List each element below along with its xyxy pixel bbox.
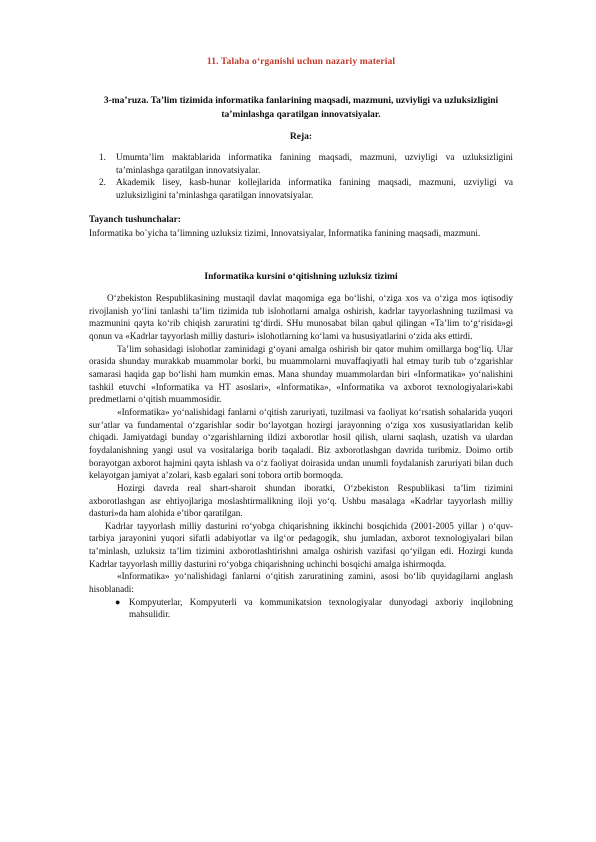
plan-item-number: 1. — [99, 153, 106, 163]
document-page — [89, 0, 513, 842]
body-text — [89, 292, 513, 621]
section-title: 11. Talaba o‘rganishi uchun nazariy material — [206, 56, 396, 67]
plan-item-text: Akademik lisey, kasb-hunar kollejlarida informatika fanining maqsadi, mazmuni, uzviyligi va uzluksizligini ta’minlashga qaratilgan innovatsiyalar. — [116, 178, 513, 201]
subsection-title: Informatika kursini o‘qitishning uzluksiz tizimi — [204, 272, 398, 282]
bullet-item — [89, 596, 513, 621]
keywords-text: Informatika bo`yicha ta’limning uzluksiz tizimi, Innovatsiyalar, Informatika fanining maqsadi, mazmuni. — [89, 229, 481, 239]
plan-title: Reja: — [289, 132, 313, 142]
plan-list — [99, 152, 513, 202]
plan-item-text: Umumta’lim maktablarida informatika fanining maqsadi, mazmuni, uzviyligi va uzluksizligini ta’minlashga qaratilgan innovatsiyalar. — [116, 153, 513, 176]
paragraph: «Informatika» yo‘nalishidagi fanlarni o‘qitish zaruratining zamini, asosi bo‘lib quyidagilarni anglash hisoblanadi: — [89, 571, 513, 595]
plan-item — [99, 177, 513, 202]
bullet-icon: ● — [115, 596, 121, 607]
bullet-text: Kompyuterlar, Kompyuterli va kommunikatsion texnologiyalar dunyodagi axboriy inqilobning mahsulidir. — [129, 596, 513, 620]
paragraph: Kadrlar tayyorlash milliy dasturini ro‘yobga chiqarishning ikkinchi bosqichida (2001-2005 yillar ) o‘quv-tarbiya jarayonini yuqori sifatli adabiyotlar va ilg‘or pedagogik, shu jumladan, axborot texnologiyalari bilan ta’minlash, uzluksiz ta’lim tizimini axborotlashtirishni amalga oshirish vazifasi qo‘yilgan edi. Hozirgi kunda Kadrlar tayyorlash milliy dasturini ro‘yobga chiqarishning uchinchi bosqichi amalga ishirmoqda. — [89, 520, 513, 569]
paragraph: O‘zbekiston Respublikasining mustaqil davlat maqomiga ega bo‘lishi, o‘ziga xos va o‘ziga mos iqtisodiy rivojlanish yo‘lini tanlashi ta’lim tizimida tub islohotlarni amalga oshirish, kadrlar tayyorlashning tuzilmasi va mazmunini qayta ko‘rib chiqish zaruratini tg‘dirdi. SHu munosabat bilan qabul qilingan «Ta’lim to‘g‘risida»gi qonun va «Kadrlar tayyorlash milliy dasturi» islohotlarning ko‘lami va hususiyatlarini o‘zida aks ettirdi. — [89, 293, 513, 341]
paragraph: Ta’lim sohasidagi islohotlar zaminidagi g‘oyani amalga oshirish bir qator muhim omillarga bog‘liq. Ular orasida shunday murakkab muammolar borki, bu muammolarni muvaffaqiyatli hal etmay turib tub o‘zgarishlar samarasi haqida gap bo‘lishi ham mumkin emas. Mana shunday muammolardan biri «Informatika» yo‘nalishini tashkil etuvchi «Informatika va HT asoslari», «Informatika», «Informatika va axborot texnologiyalari»kabi predmetlarni o‘qitish muammosidir. — [89, 343, 513, 405]
paragraph: «Informatika» yo‘nalishidagi fanlarni o‘qitish zaruriyati, tuzilmasi va faoliyat ko‘rsatish sohalarida yuqori sur’atlar va fundamental o‘zgarishlar sodir bo‘layotgan hozirgi jarayonning o‘ziga xos xususiyatlaridan kelib chiqadi. Jamiyatdagi bunday o‘zgarishlarning ildizi axborotlar hosil qilish, ularni saqlash, uzatish va ulardan foydalanishning yangi usul va vositalariga borib taqaladi. Biz axborotlashgan davrida turibmiz. Doimo ortib borayotgan axborot hajmini qayta ishlash va o‘z faoliyat doirasida undan unumli foydalanish zaruriyati bilan duch kelayotgan jamiyat a’zolari, kasb egalari soni tobora ortib bormoqda. — [89, 406, 513, 481]
plan-item-number: 2. — [99, 178, 106, 189]
lecture-title: 3-ma’ruza. Ta’lim tizimida informatika fanlarining maqsadi, mazmuni, uzviyligi va uzluksizligini ta’minlashga qaratilgan innovatsiyalar. — [103, 96, 499, 120]
plan-item — [99, 152, 513, 177]
paragraph: Hozirgi davrda real shart-sharoit shundan iboratki, O‘zbekiston Respublikasi ta’lim tizimini axborotlashgan asr ehtiyojlariga moslashtirmalikning iloji yo‘q. Ushbu masalaga «Kadrlar tayyorlash milliy dasturi»da ham alohida e’tibor qaratilgan. — [89, 482, 513, 519]
keywords-label: Tayanch tushunchalar: — [89, 215, 181, 225]
